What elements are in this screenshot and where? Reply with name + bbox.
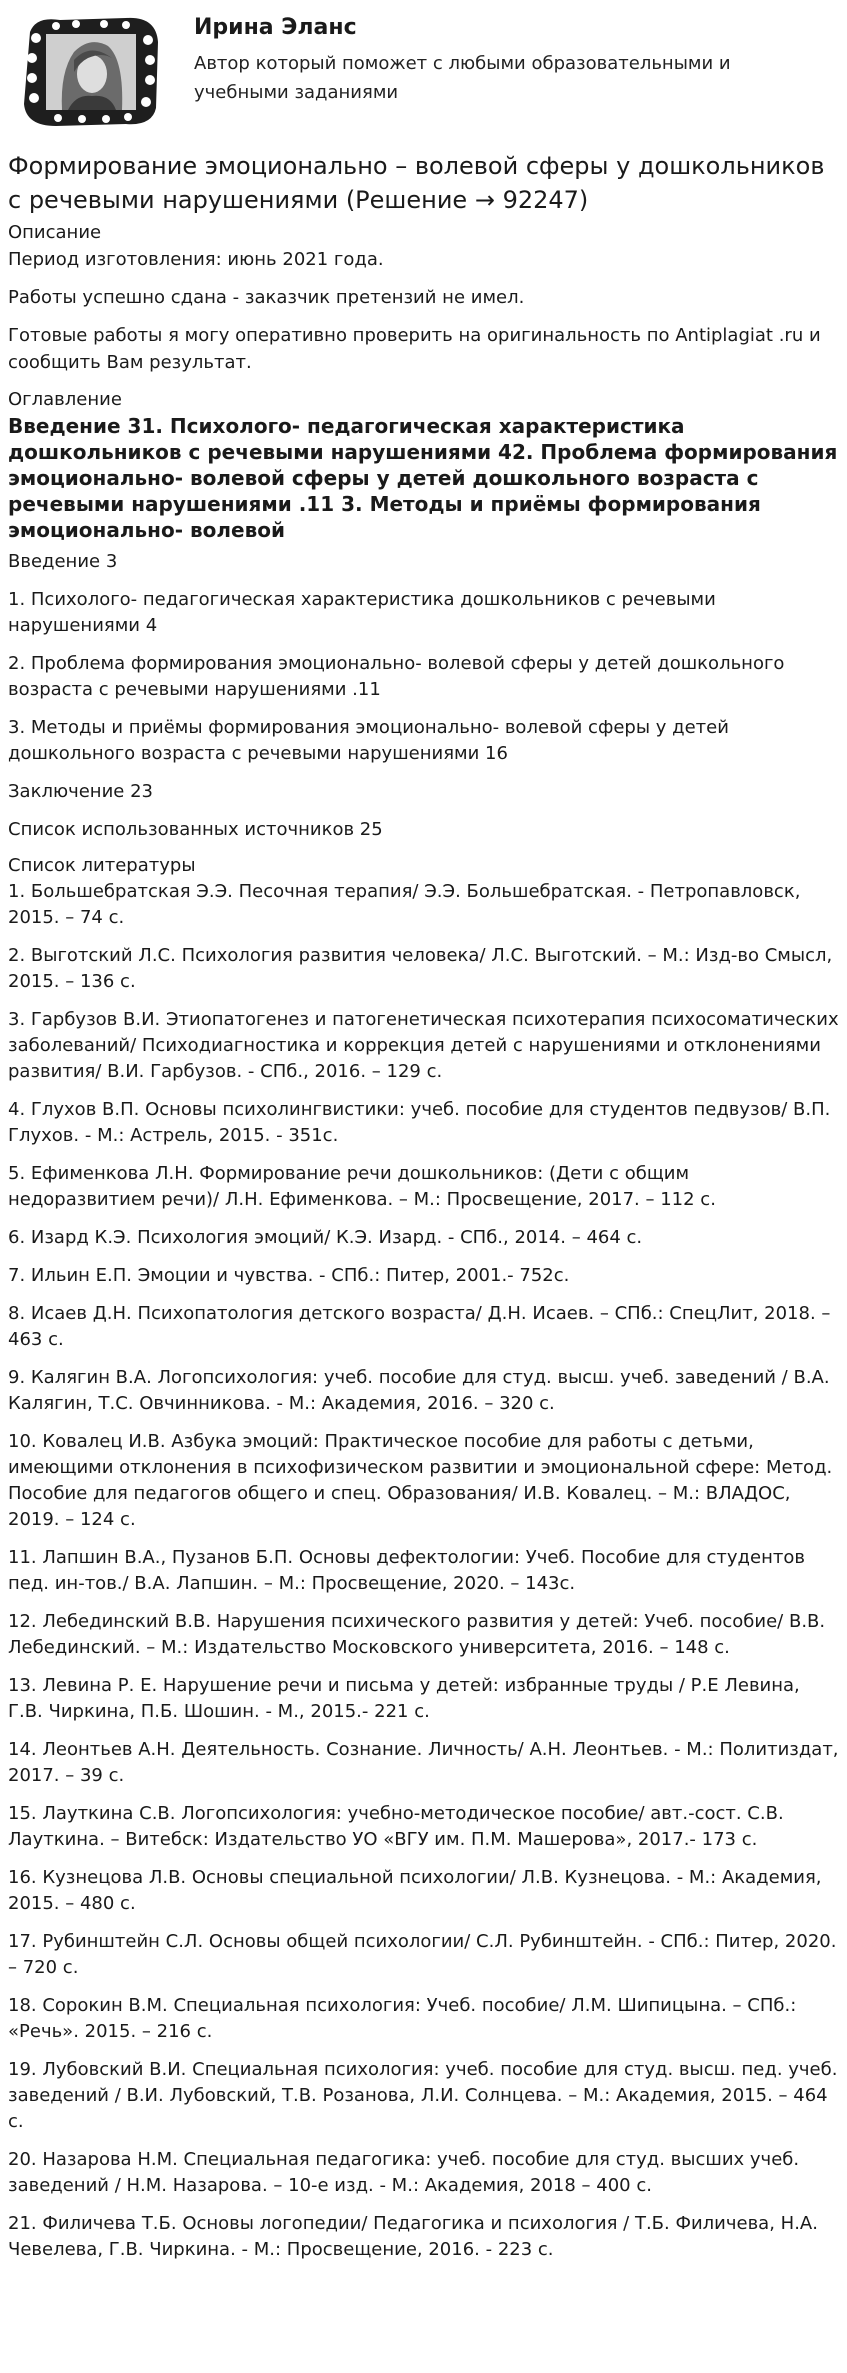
literature-item: 2. Выготский Л.С. Психология развития человека/ Л.С. Выготский. – М.: Изд-во Смысл, 2015. – 136 с. <box>8 945 833 992</box>
toc-item: 3. Методы и приёмы формирования эмоционально- волевой сферы у детей дошкольного возраста с речевыми нарушениями 16 <box>8 717 729 764</box>
author-photo <box>46 34 136 110</box>
author-block <box>8 0 839 142</box>
literature-item: 17. Рубинштейн С.Л. Основы общей психологии/ С.Л. Рубинштейн. - СПб.: Питер, 2020. – 720 с. <box>8 1931 837 1978</box>
description-antiplagiat: Готовые работы я могу оперативно проверить на оригинальность по Antiplagiat .ru и сообщить Вам результат. <box>8 325 821 373</box>
literature-item: 3. Гарбузов В.И. Этиопатогенез и патогенетическая психотерапия психосоматических заболеваний/ Психодиагностика и коррекция детей с нарушениями и отклонениями развития/ В.И. Гарбузов. - СПб., 2016. – 129 с. <box>8 1009 839 1082</box>
toc-item: Заключение 23 <box>8 781 153 802</box>
literature-item: 13. Левина Р. Е. Нарушение речи и письма у детей: избранные труды / Р.Е Левина, Г.В. Чиркина, П.Б. Шошин. - М., 2015.- 221 с. <box>8 1675 800 1722</box>
literature-item: 4. Глухов В.П. Основы психолингвистики: учеб. пособие для студентов педвузов/ В.П. Глухов. - М.: Астрель, 2015. - 351с. <box>8 1099 831 1146</box>
literature-item: 14. Леонтьев А.Н. Деятельность. Сознание. Личность/ А.Н. Леонтьев. - М.: Политиздат, 2017. – 39 с. <box>8 1739 839 1786</box>
literature-item: 7. Ильин Е.П. Эмоции и чувства. - СПб.: Питер, 2001.- 752с. <box>8 1265 570 1286</box>
literature-list <box>8 879 839 2263</box>
literature-item: 10. Ковалец И.В. Азбука эмоций: Практическое пособие для работы с детьми, имеющими отклонения в психофизическом развитии и эмоциональной сфере: Метод. Пособие для педагогов общего и спец. Образования/ И.В. Ковалец. – М.: ВЛАДОС, 2019. – 124 с. <box>8 1431 833 1530</box>
toc-item: 2. Проблема формирования эмоционально- волевой сферы у детей дошкольного возраста с речевыми нарушениями .11 <box>8 653 785 700</box>
literature-item: 12. Лебединский В.В. Нарушения психического развития у детей: Учеб. пособие/ В.В. Лебединский. – М.: Издательство Московского университета, 2016. – 148 с. <box>8 1611 826 1658</box>
literature-item: 15. Лауткина С.В. Логопсихология: учебно-методическое пособие/ авт.-сост. С.В. Лауткина. – Витебск: Издательство УО «ВГУ им. П.М. Машерова», 2017.- 173 с. <box>8 1803 784 1850</box>
description-status: Работы успешно сдана - заказчик претензий не имел. <box>8 287 525 308</box>
literature-item: 18. Сорокин В.М. Специальная психология: Учеб. пособие/ Л.М. Шипицына. – СПб.: «Речь». 2015. – 216 с. <box>8 1995 797 2042</box>
literature-item: 11. Лапшин В.А., Пузанов Б.П. Основы дефектологии: Учеб. Пособие для студентов пед. ин-тов./ В.А. Лапшин. – М.: Просвещение, 2020. – 143с. <box>8 1547 805 1594</box>
literature-item: 9. Калягин В.А. Логопсихология: учеб. пособие для студ. высш. учеб. заведений / В.А. Калягин, Т.С. Овчинникова. - М.: Академия, 2016. – 320 с. <box>8 1367 830 1414</box>
literature-item: 16. Кузнецова Л.В. Основы специальной психологии/ Л.В. Кузнецова. - М.: Академия, 2015. – 480 с. <box>8 1867 822 1914</box>
toc-label: Оглавление <box>8 389 122 410</box>
toc-list <box>8 549 839 843</box>
description-period: Период изготовления: июнь 2021 года. <box>8 249 384 270</box>
literature-item: 6. Изард К.Э. Психология эмоций/ К.Э. Изард. - СПб., 2014. – 464 с. <box>8 1227 643 1248</box>
author-avatar[interactable] <box>16 12 164 130</box>
literature-item: 1. Большебратская Э.Э. Песочная терапия/ Э.Э. Большебратская. - Петропавловск, 2015. – 74 с. <box>8 881 801 928</box>
work-title: Формирование эмоционально – волевой сферы у дошкольников с речевыми нарушениями (Решение → 92247) <box>8 152 825 214</box>
author-name[interactable]: Ирина Эланс <box>194 15 357 40</box>
description-label: Описание <box>8 222 102 243</box>
toc-item: Введение 3 <box>8 551 118 572</box>
literature-item: 20. Назарова Н.М. Специальная педагогика: учеб. пособие для студ. высших учеб. заведений / Н.М. Назарова. – 10-е изд. - М.: Академия, 2018 – 400 с. <box>8 2149 800 2196</box>
literature-item: 21. Филичева Т.Б. Основы логопедии/ Педагогика и психология / Т.Б. Филичева, Н.А. Чевелева, Г.В. Чиркина. - М.: Просвещение, 2016. - 223 с. <box>8 2213 818 2260</box>
literature-item: 8. Исаев Д.Н. Психопатология детского возраста/ Д.Н. Исаев. – СПб.: СпецЛит, 2018. – 463 с. <box>8 1303 831 1350</box>
author-description: Автор который поможет с любыми образовательными и учебными заданиями <box>194 53 731 103</box>
literature-item: 19. Лубовский В.И. Специальная психология: учеб. пособие для студ. высш. пед. учеб. заведений / В.И. Лубовский, Т.В. Розанова, Л.И. Солнцева. – М.: Академия, 2015. – 464 с. <box>8 2059 838 2132</box>
literature-item: 5. Ефименкова Л.Н. Формирование речи дошкольников: (Дети с общим недоразвитием речи)/ Л.Н. Ефименкова. – М.: Просвещение, 2017. – 112 с. <box>8 1163 716 1210</box>
toc-heading: Введение 31. Психолого- педагогическая характеристика дошкольников с речевыми нарушениями 42. Проблема формирования эмоционально- волевой сферы у детей дошкольного возраста с речевыми нарушениями .11 3. Методы и приёмы формирования эмоционально- волевой <box>8 414 838 542</box>
toc-item: Список использованных источников 25 <box>8 819 383 840</box>
literature-label: Список литературы <box>8 855 196 876</box>
toc-item: 1. Психолого- педагогическая характеристика дошкольников с речевыми нарушениями 4 <box>8 589 716 636</box>
